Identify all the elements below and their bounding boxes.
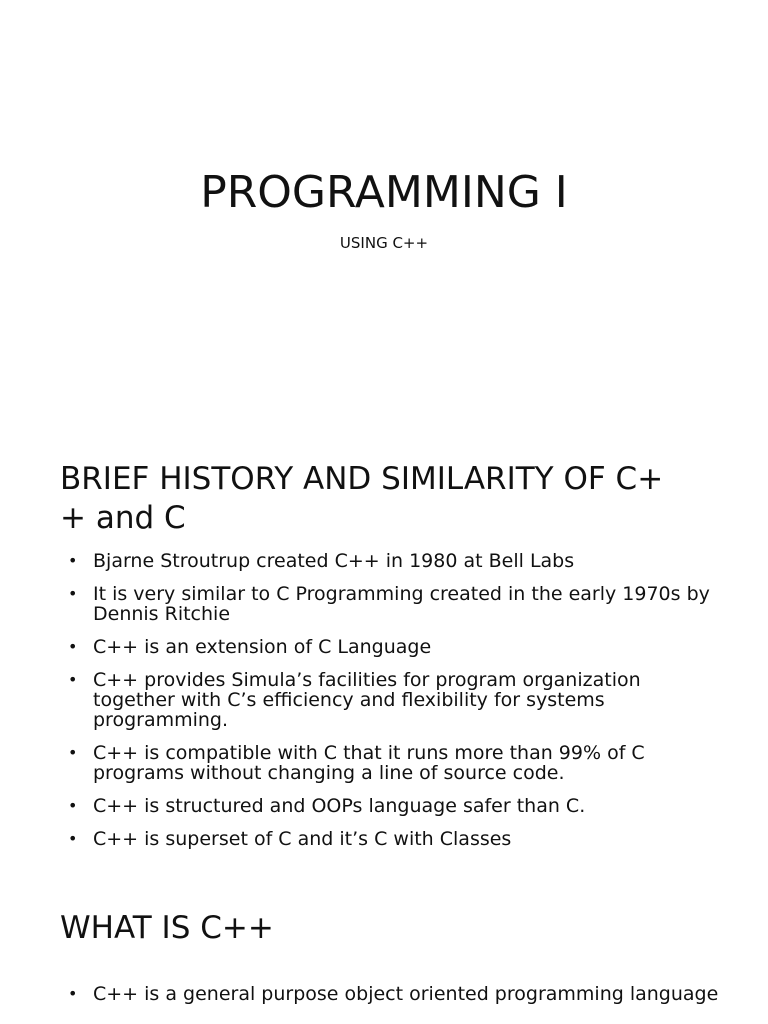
history-bullet-list: [68, 551, 728, 862]
slide-title: PROGRAMMING I: [200, 167, 568, 218]
list-item: [68, 743, 728, 783]
list-item: [68, 637, 728, 657]
bullet-icon: •: [68, 637, 78, 656]
bullet-icon: •: [68, 829, 78, 848]
bullet-text: C++ is an extension of C Language: [93, 636, 432, 658]
list-item: [68, 829, 728, 849]
bullet-text: C++ provides Simula’s facilities for program organization together with C’s efficiency and flexibility for systems programming.: [93, 669, 641, 731]
list-item: [68, 551, 728, 571]
list-item: [68, 796, 728, 816]
whatis-heading: WHAT IS C++: [60, 910, 274, 946]
list-item: [68, 984, 728, 1004]
slide-subtitle: USING C++: [339, 234, 429, 252]
list-item: [68, 584, 728, 624]
bullet-text: C++ is superset of C and it’s C with Classes: [93, 828, 512, 850]
bullet-text: Bjarne Stroutrup created C++ in 1980 at Bell Labs: [93, 550, 575, 572]
bullet-icon: •: [68, 743, 78, 762]
bullet-icon: •: [68, 670, 78, 689]
list-item: [68, 670, 728, 730]
bullet-text: C++ is compatible with C that it runs more than 99% of C programs without changing a line of source code.: [93, 742, 645, 784]
bullet-text: C++ is structured and OOPs language safer than C.: [93, 795, 586, 817]
bullet-icon: •: [68, 796, 78, 815]
bullet-icon: •: [68, 984, 78, 1003]
bullet-icon: •: [68, 584, 78, 603]
bullet-icon: •: [68, 551, 78, 570]
whatis-bullet-list: [68, 984, 728, 1017]
history-heading-line1: BRIEF HISTORY AND SIMILARITY OF C+: [60, 461, 664, 497]
bullet-text: It is very similar to C Programming created in the early 1970s by Dennis Ritchie: [93, 583, 710, 625]
bullet-text: C++ is a general purpose object oriented programming language: [93, 983, 719, 1005]
history-heading: [60, 460, 720, 538]
history-heading-line2: + and C: [60, 500, 186, 536]
